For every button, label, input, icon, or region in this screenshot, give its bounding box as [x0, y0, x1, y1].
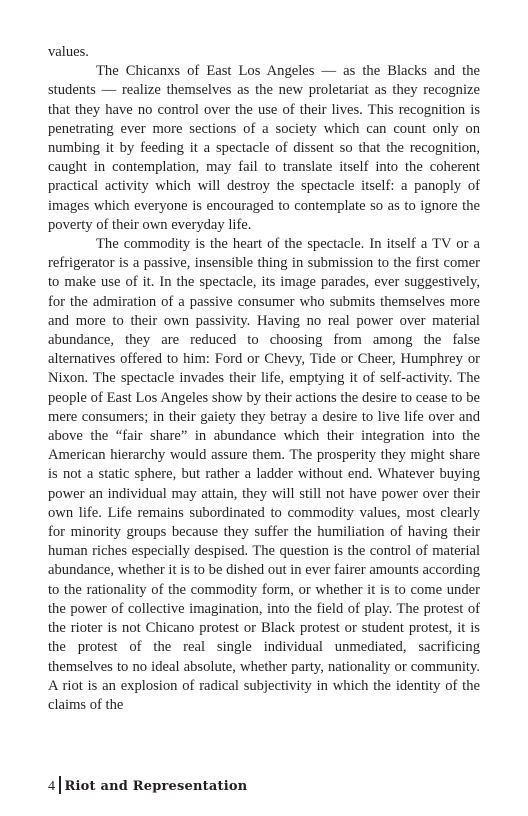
paragraph-commodity: The commodity is the heart of the spectacle. In itself a TV or a refrigerator is a passive, insensible thing in submission to the first comer to make use of it. In the spectacle, its image parades, ever suggestively, for the admiration of a passive consumer who submits themselves more and more to their own passivity. Having no real power over material abundance, they are reduced to choosing from among the false alternatives offered to him: Ford or Chevy, Tide or Cheer, Humphrey or Nixon. The spectacle invades their life, emptying it of self-activity. The people of East Los Angeles show by their actions the desire to cease to be mere consumers; in their gaiety they betray a desire to live life over and above the “fair share” in abundance which their integration into the American hierarchy would assure them. The prosperity they might share is not a static sphere, but rather a ladder without end. Whatever buying power an individual may attain, they will still not have power over their own life. Life remains subordinated to commodity values, most clearly for minority groups because they suffer the humiliation of having their human riches especially despised. The question is the control of material abundance, whether it is to be dished out in ever fairer amounts according to the rationality of the commodity form, or whether it is to come under the power of collective imagination, into the field of play. The protest of the rioter is not Chicano protest or Black protest or student protest, it is the protest of the real single individual unmediated, sacrificing themselves to no ideal absolute, whether party, nationality or community. A riot is an explosion of radical subjectivity in which the identity of the claims of the — [48, 236, 480, 713]
footer-separator — [59, 776, 61, 794]
page-footer — [48, 776, 247, 796]
paragraph-chicanxs: The Chicanxs of East Los Angeles — as the Blacks and the students — realize themselves as the new proletariat as they recognize that they have no control over the use of their lives. This recognition is penetrating ever more sections of a society which can count only on numbing it by feeding it a spectacle of dissent so that the recognition, caught in contemplation, may fail to translate itself into the coherent practical activity which will destroy the spectacle itself: a panoply of images which everyone is encouraged to contemplate so as to ignore the poverty of their own everyday life. — [48, 63, 480, 233]
page-body-text — [48, 43, 480, 715]
running-title: Riot and Representation — [64, 779, 248, 794]
page-number: 4 — [48, 779, 55, 794]
paragraph-continuation: values. — [48, 44, 89, 60]
